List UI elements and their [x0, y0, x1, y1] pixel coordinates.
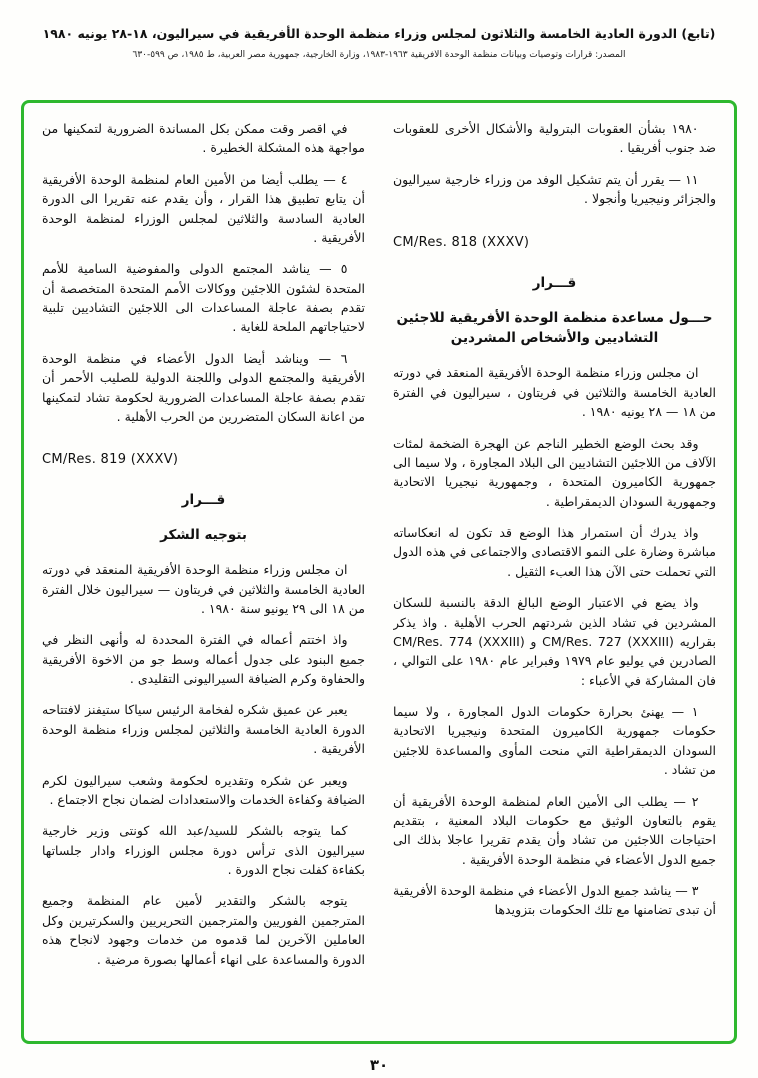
- paragraph: وقد بحث الوضع الخطير الناجم عن الهجرة الضخمة لمئات الآلاف من اللاجئين التشاديين الى البلاد المجاورة ، ولا سيما الى جمهورية الكاميرون المتحدة ، وجمهورية نيجيريا الاتحادية وجمهورية السودان الديمقراطية .: [393, 435, 716, 509]
- paragraph: ١١ — يقرر أن يتم تشكيل الوفد من وزراء خارجية سيراليون والجزائر ونيجيريا وأنجولا .: [393, 171, 716, 207]
- paragraph: ٢ — يطلب الى الأمين العام لمنظمة الوحدة الأفريقية أن يقوم بالتعاون الوثيق مع حكومات البلاد المعنية ، بتقديم احتياجات اللاجئين من تشاد وأن يقدم تقريرا عاجلا بذلك الى جميع الدول الأعضاء في منظمة الوحدة الأفريقية .: [393, 793, 716, 867]
- columns-container: [42, 119, 716, 1025]
- paragraph: يعبر عن عميق شكره لفخامة الرئيس سياكا ستيفنز لافتتاحه الدورة العادية الخامسة والثلاثين لمجلس وزراء منظمة الوحدة الأفريقية .: [42, 702, 365, 757]
- header-source-note: المصدر: قرارات وتوصيات وبيانات منظمة الوحدة الأفريقية ١٩٦٣-١٩٨٣، وزارة الخارجية، جمهورية مصر العربية، ط ١٩٨٥، ص ٥٩٩-٦٣٠: [132, 50, 626, 60]
- paragraph: كما يتوجه بالشكر للسيد/عبد الله كونتى وزير خارجية سيراليون الذى ترأس دورة مجلس الوزراء وادار جلساتها بكفاءة كفلت نجاح الدورة .: [42, 823, 365, 878]
- paragraph: واذ اختتم أعماله في الفترة المحددة له وأنهى النظر في جميع البنود على جدول أعماله وسط جو من الاخوة الأفريقية والحفاوة وكرم الضيافة السيراليونى التقليدى .: [42, 632, 365, 687]
- paragraph: واذ يضع في الاعتبار الوضع البالغ الدقة بالنسبة للسكان المشردين في تشاد الذين شردتهم الحرب الأهلية . واذ يذكر بقراريه CM/Res. 727 (XXXIII) و CM/Res. 774 (XXXIII) الصادرين في يوليو عام ١٩٧٩ وفبراير عام ١٩٨٠ على التوالي ، فان المشاركة في الأعباء :: [393, 595, 716, 688]
- paragraph: ١ — يهنئ بحرارة حكومات الدول المجاورة ، ولا سيما حكومات جمهورية الكاميرون المتحدة ونيجيريا الاتحادية السودان الديمقراطية التي منحت المأوى والمساعدة للاجئين من تشاد .: [393, 704, 716, 778]
- header-title: (تابع) الدورة العادية الخامسة والثلاثون لمجلس وزراء منظمة الوحدة الأفريقية في سيراليون، ١٨-٢٨ يونيه ١٩٨٠: [42, 26, 716, 41]
- section-heading: قـــرار: [181, 492, 226, 509]
- paragraph: واذ يدرك أن استمرار هذا الوضع قد تكون له انعكاساته مباشرة وضارة على النمو الاقتصادى والاجتماعى في هذه الدول التي تحملت حتى الآن هذا العبء الثقيل .: [393, 525, 716, 579]
- paragraph: ٤ — يطلب أيضا من الأمين العام لمنظمة الوحدة الأفريقية أن يتابع تطبيق هذا القرار ، وأن يقدم عنه تقريرا الى الدورة العادية السادسة والثلاثين لمجلس الوزراء لمنظمة الوحدة الأفريقية .: [42, 171, 365, 245]
- paragraph: ان مجلس وزراء منظمة الوحدة الأفريقية المنعقد في دورته العادية الخامسة والثلاثين في فريتاون — سيراليون خلال الفترة من ١٨ الى ٢٩ يونيو سنة ١٩٨٠ .: [42, 562, 365, 616]
- paragraph: في اقصر وقت ممكن بكل المساندة الضرورية لتمكينها من مواجهة هذه المشكلة الخطيرة .: [42, 121, 365, 156]
- section-heading: بتوجيه الشكر: [160, 527, 247, 544]
- page-footer: [0, 1055, 758, 1074]
- paragraph: ان مجلس وزراء منظمة الوحدة الأفريقية المنعقد في دورته العادية الخامسة والثلاثين في فريتاون ، سيراليون في الفترة من ١٨ — ٢٨ يونيه ١٩٨٠ .: [393, 365, 716, 420]
- section-heading: حـــول مساعدة منظمة الوحدة الأفريقية للاجئين التشاديين والأشخاص المشردين: [396, 309, 713, 347]
- paragraph: ٣ — يناشد جميع الدول الأعضاء في منظمة الوحدة الأفريقية أن تبدى تضامنها مع تلك الحكومات بتزويدها: [393, 883, 716, 918]
- content-frame: [21, 100, 737, 1044]
- resolution-reference: CM/Res. 818 (XXXV): [393, 234, 530, 250]
- section-heading: قـــرار: [532, 274, 577, 291]
- paragraph: يتوجه بالشكر والتقدير لأمين عام المنظمة وجميع المترجمين الفوريين والمترجمين التحريريين والسكرتيرين وكل العاملين الآخرين لما قدموه من خدمات وجهود لانجاح هذه الدورة والمساعدة على انهاء أعمالها بصورة مرضية .: [42, 893, 365, 967]
- paragraph: ١٩٨٠ بشأن العقوبات البترولية والأشكال الأخرى للعقوبات ضد جنوب أفريقيا .: [393, 121, 716, 156]
- page-number: ٣٠: [369, 1056, 389, 1074]
- paragraph: ٦ — ويناشد أيضا الدول الأعضاء في منظمة الوحدة الأفريقية والمجتمع الدولى واللجنة الدولية للصليب الأحمر أن تقدم بصفة عاجلة المساعدات الضرورية لحكومة تشاد لتمكينها من اعانة السكان المتضررين من الحرب الأهلية .: [42, 350, 365, 424]
- paragraph: ويعبر عن شكره وتقديره لحكومة وشعب سيراليون لكرم الضيافة وكفاءة الخدمات والاستعدادات لضمان نجاح الاجتماع .: [42, 772, 365, 807]
- page-header: [0, 0, 758, 60]
- column-right: [393, 119, 716, 1025]
- paragraph: ٥ — يناشد المجتمع الدولى والمفوضية السامية للأمم المتحدة لشئون اللاجئين ووكالات الأمم المتحدة المتخصصة أن تقدم بصفة عاجلة المساعدات الى اللاجئين التشاديين تلبية لاحتياجاتهم الملحة للغاية .: [42, 261, 365, 335]
- column-left: [42, 119, 365, 1025]
- resolution-reference: CM/Res. 819 (XXXV): [42, 452, 179, 468]
